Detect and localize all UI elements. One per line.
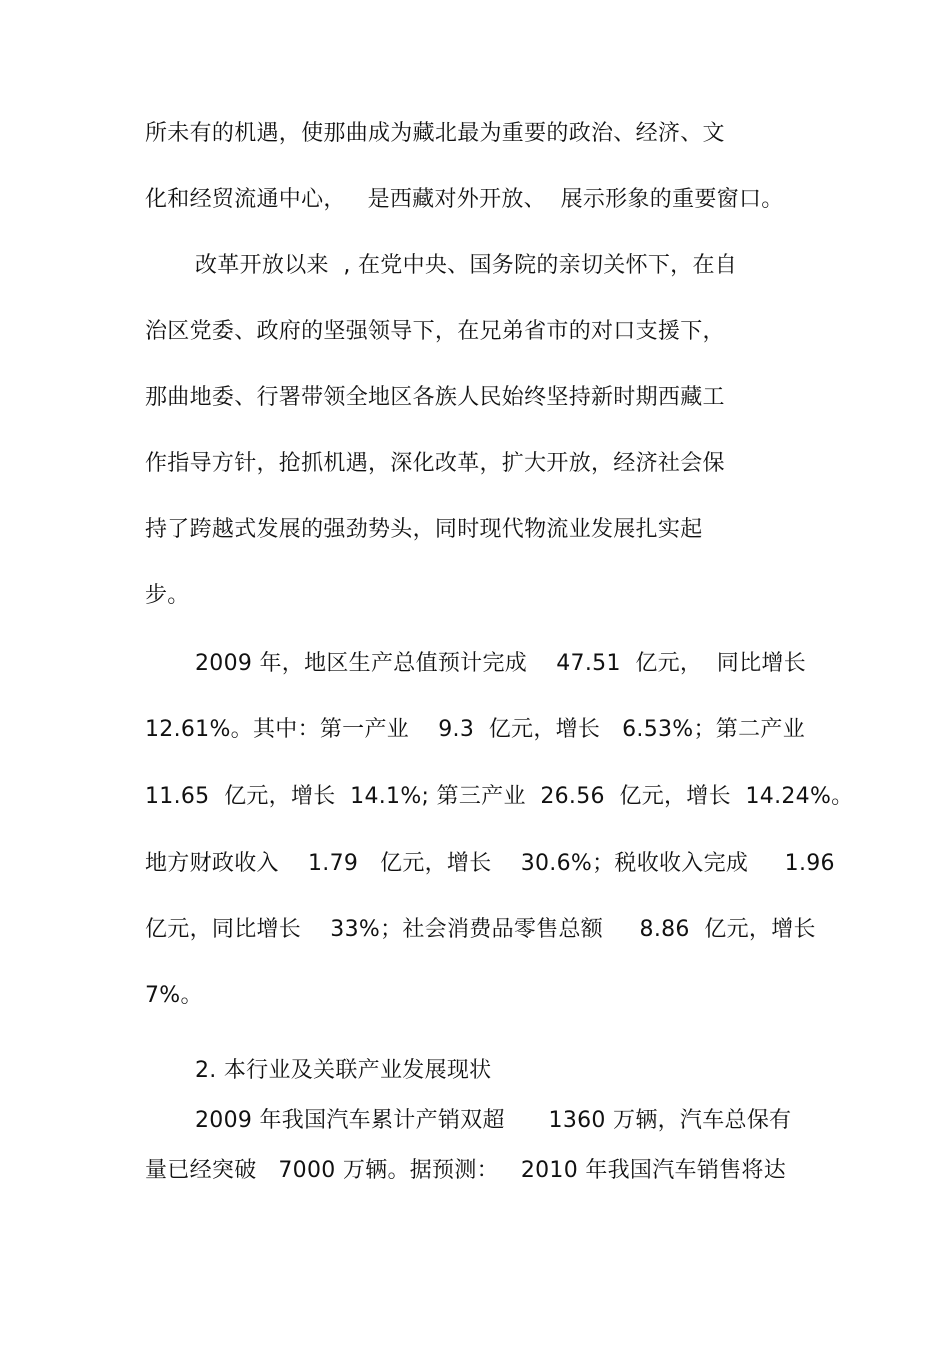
paragraph-line: 所未有的机遇，使那曲成为藏北最为重要的政治、经济、文 [145,121,725,146]
paragraph-line: 7%。 [145,983,203,1008]
paragraph-line: 改革开放以来 , 在党中央、国务院的亲切关怀下，在自 [195,253,738,278]
paragraph-line: 作指导方针，抢抓机遇，深化改革，扩大开放，经济社会保 [145,451,725,476]
paragraph-line: 量已经突破 7000 万辆。据预测： 2010 年我国汽车销售将达 [145,1158,787,1183]
paragraph-line: 2009 年我国汽车累计产销双超 1360 万辆，汽车总保有 [195,1108,792,1133]
paragraph-line: 地方财政收入 1.79 亿元，增长 30.6%；税收收入完成 1.96 [145,851,835,876]
paragraph-line: 2009 年，地区生产总值预计完成 47.51 亿元， 同比增长 [195,651,807,676]
paragraph-line: 持了跨越式发展的强劲势头，同时现代物流业发展扎实起 [145,517,703,542]
section-heading: 2. 本行业及关联产业发展现状 [195,1058,492,1083]
paragraph-line: 治区党委、政府的坚强领导下，在兄弟省市的对口支援下， [145,319,725,344]
paragraph-line: 步。 [145,583,190,608]
paragraph-line: 亿元，同比增长 33%；社会消费品零售总额 8.86 亿元，增长 [145,917,816,942]
paragraph-line: 化和经贸流通中心， 是西藏对外开放、 展示形象的重要窗口。 [145,187,784,212]
paragraph-line: 11.65 亿元，增长 14.1%; 第三产业 26.56 亿元，增长 14.24%。 [145,784,854,809]
paragraph-line: 那曲地委、行署带领全地区各族人民始终坚持新时期西藏工 [145,385,725,410]
paragraph-line: 12.61%。其中：第一产业 9.3 亿元，增长 6.53%；第二产业 [145,717,806,742]
